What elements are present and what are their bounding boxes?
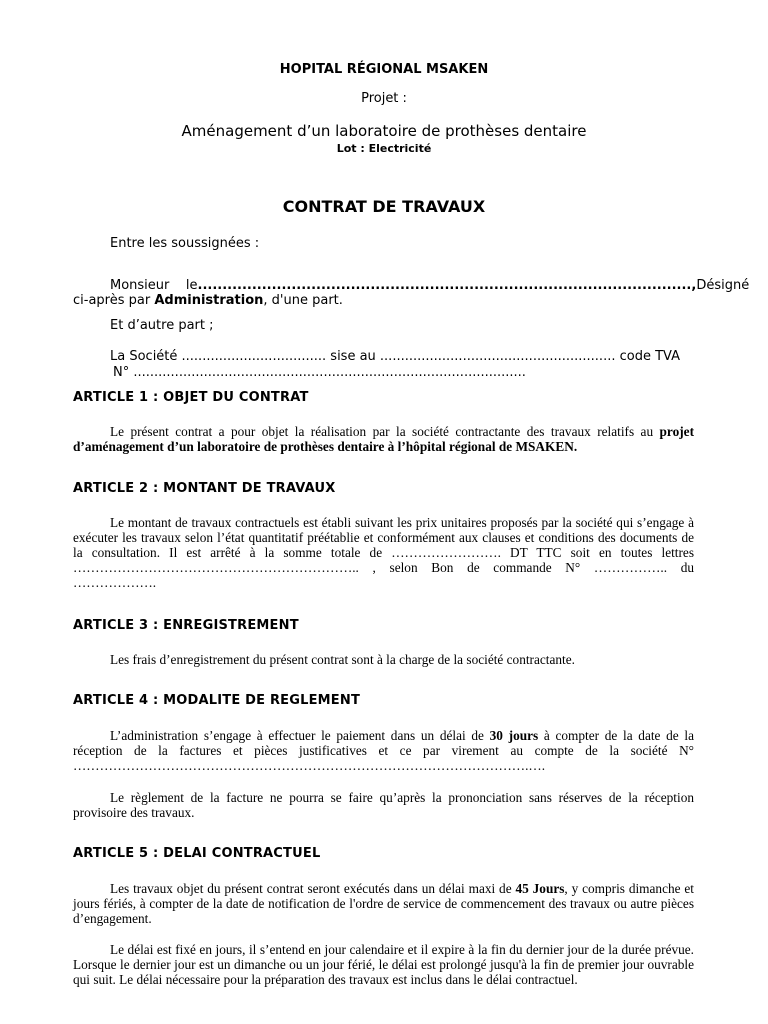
tva-line: N° ...............................................................................................: [113, 365, 526, 380]
administration-label: Administration: [154, 293, 264, 308]
monsieur-block: [73, 278, 750, 308]
article-4-paragraph-2: Le règlement de la facture ne pourra se faire qu’après la prononciation sans réserves de la réception provisoire des travaux.: [73, 790, 694, 820]
article-4-title: ARTICLE 4 : MODALITE DE REGLEMENT: [73, 693, 361, 708]
monsieur-line: [110, 278, 750, 293]
article-4-p1-start: L’administration s’engage à effectuer le paiement dans un délai de: [110, 728, 490, 743]
article-1-text-bold: projet d’aménagement d’un laboratoire de prothèses dentaire à l’hôpital régional de MSAKEN.: [73, 424, 694, 454]
administration-prefix: ci-après par: [73, 293, 155, 308]
article-5-title: ARTICLE 5 : DELAI CONTRACTUEL: [73, 846, 321, 861]
project-title: Aménagement d’un laboratoire de prothèses dentaire: [181, 122, 587, 140]
societe-line: La Société ................................... sise au ......................................................... code TVA: [110, 349, 680, 364]
article-3-title: ARTICLE 3 : ENREGISTREMENT: [73, 618, 299, 633]
project-label: Projet :: [361, 91, 407, 106]
article-5-p1-end: , y compris dimanche et jours fériés, à compter de la date de notification de l'ordre de service de commencement des travaux ou autre pièces d’engagement.: [73, 881, 694, 926]
article-4-p1-bold: 30 jours: [489, 728, 539, 743]
other-part: Et d’autre part ;: [110, 318, 214, 333]
article-4-p1-end: à compter de la date de la réception de la factures et pièces justificatives et ce par virement au compte de la société N° ………………………………………………………………………………………….….: [73, 728, 694, 773]
article-1-title: ARTICLE 1 : OBJET DU CONTRAT: [73, 390, 309, 405]
article-3-text: Les frais d’enregistrement du présent contrat sont à la charge de la société contractante.: [110, 652, 575, 667]
parties-intro: Entre les soussignées :: [110, 236, 260, 251]
monsieur-dots: ....................................................................................................,: [197, 278, 697, 293]
lot-label: Lot : Electricité: [336, 142, 432, 155]
article-4-paragraph-1: [73, 728, 694, 773]
article-5-p1-bold: 45 Jours: [515, 881, 565, 896]
administration-suffix: , d'une part.: [263, 293, 343, 308]
article-2-title: ARTICLE 2 : MONTANT DE TRAVAUX: [73, 481, 336, 496]
article-1-text: [73, 424, 694, 454]
administration-line: [73, 293, 694, 308]
article-5-paragraph-2: Le délai est fixé en jours, il s’entend en jour calendaire et il expire à la fin du dernier jour de la durée prévue. Lorsque le dernier jour est un dimanche ou un jour férié, le délai est prolongé jusqu'à la fin de premier jour ouvrable qui suit. Le délai nécessaire pour la préparation des travaux est inclus dans le délai contractuel.: [73, 942, 694, 987]
article-5-p1-start: Les travaux objet du présent contrat seront exécutés dans un délai maxi de: [110, 881, 516, 896]
contract-title: CONTRAT DE TRAVAUX: [282, 197, 486, 216]
article-2-text: Le montant de travaux contractuels est établi suivant les prix unitaires proposés par la société qui s’engage à exécuter les travaux selon l’état quantitatif préétablie et conformément aux clauses et conditions des documents de la consultation. Il est arrêté à la somme totale de ……………………. DT TTC soit en toutes lettres ……………………………………………………….. , selon Bon de commande N° …………….. du ……………….: [73, 515, 694, 590]
designe-label: Désigné: [696, 278, 750, 293]
article-1-text-start: Le présent contrat a pour objet la réalisation par la société contractante des travaux relatifs au: [110, 424, 660, 439]
article-5-paragraph-1: [73, 881, 694, 926]
monsieur-label: Monsieur le: [110, 278, 198, 293]
hospital-name: HOPITAL RÉGIONAL MSAKEN: [279, 62, 489, 77]
